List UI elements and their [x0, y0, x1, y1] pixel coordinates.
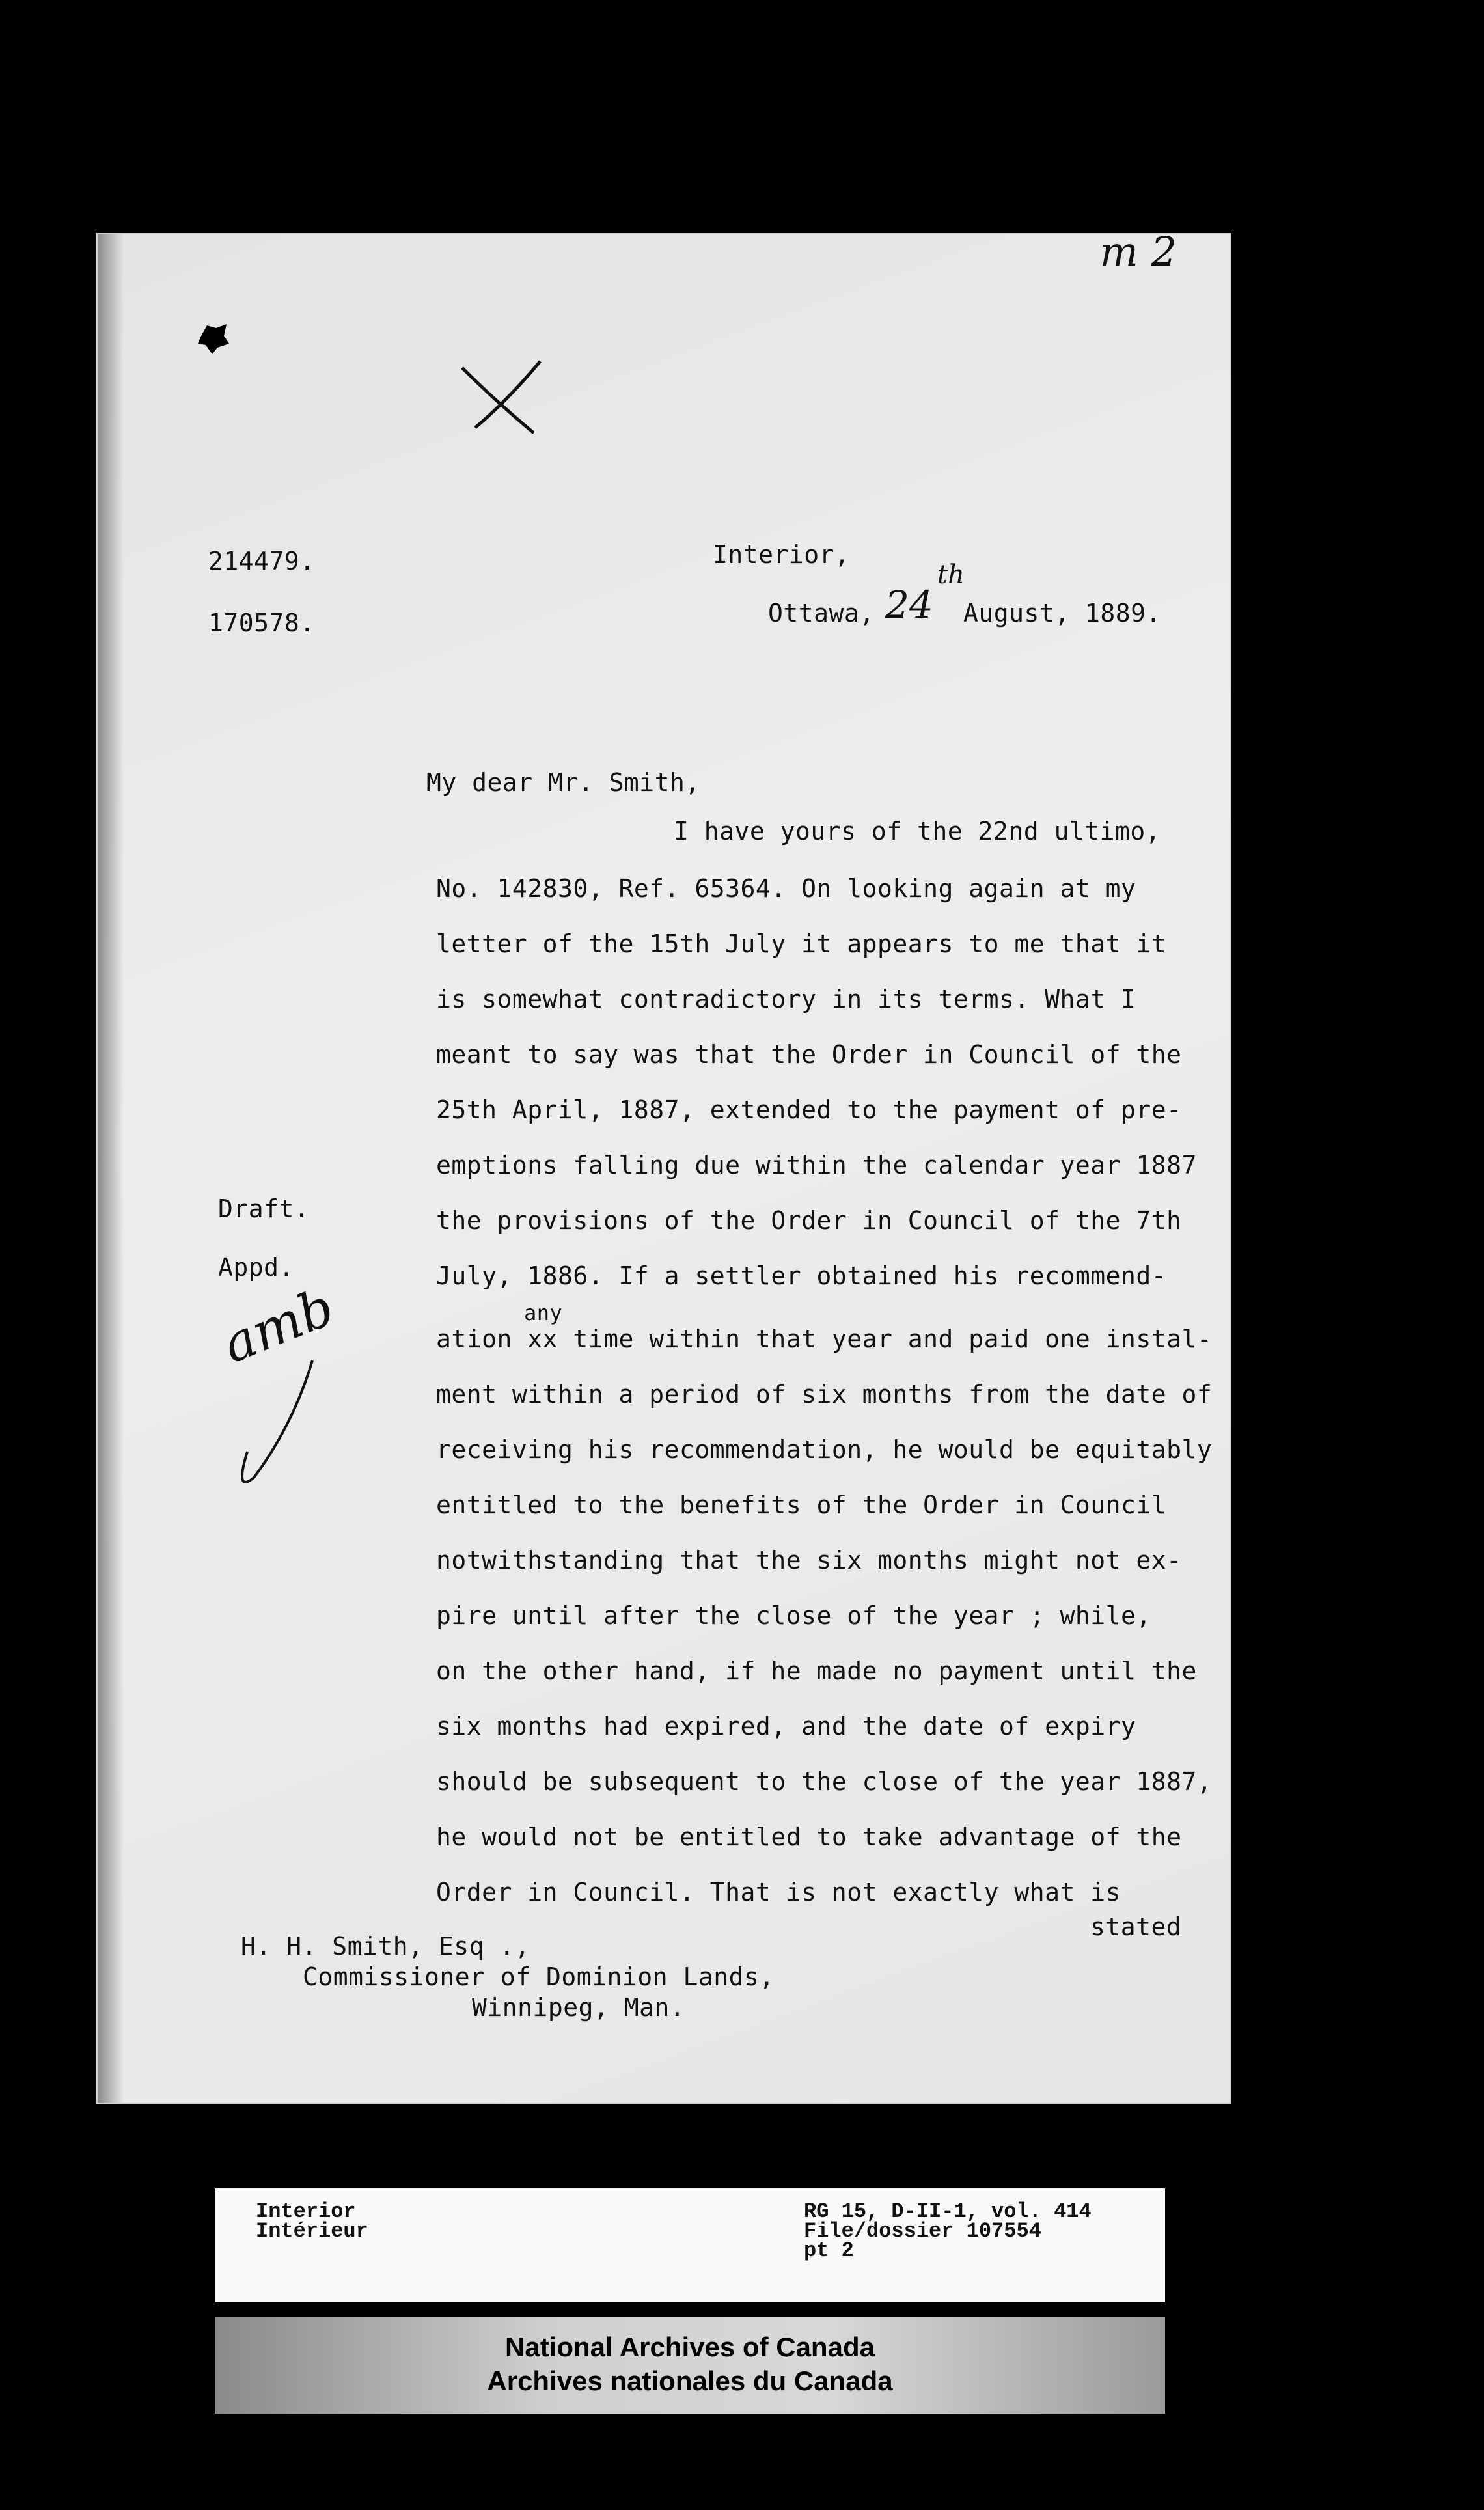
initials-flourish-icon	[228, 1354, 332, 1497]
date-month-year: August, 1889.	[963, 599, 1161, 628]
body-line: ment within a period of six months from the date of	[436, 1380, 1213, 1409]
body-line: I have yours of the 22nd ultimo,	[674, 817, 1161, 846]
body-line: entitled to the benefits of the Order in Council	[436, 1491, 1167, 1519]
punch-hole-icon	[194, 318, 233, 357]
label-reference-series: RG 15, D-II-1, vol. 414	[804, 2200, 1092, 2224]
place-line: Interior,	[713, 540, 850, 569]
addressee-line-1: H. H. Smith, Esq .,	[241, 1932, 530, 1961]
letter-page	[98, 228, 1230, 2103]
file-number-1: 214479.	[208, 547, 315, 575]
margin-note-appd: Appd.	[218, 1253, 294, 1282]
archive-banner	[215, 2317, 1165, 2414]
addressee-line-2: Commissioner of Dominion Lands,	[303, 1963, 775, 1991]
body-line: six months had expired, and the date of expiry	[436, 1712, 1136, 1741]
date-day-suffix: th	[937, 560, 965, 590]
body-line: should be subsequent to the close of the year 1887,	[436, 1767, 1213, 1796]
banner-title-fr: Archives nationales du Canada	[487, 2365, 893, 2396]
body-line: Order in Council. That is not exactly what is	[436, 1878, 1121, 1907]
archive-label	[215, 2188, 1165, 2302]
body-line: 25th April, 1887, extended to the payment of pre-	[436, 1096, 1182, 1124]
body-line: letter of the 15th July it appears to me that it	[436, 930, 1167, 958]
salutation: My dear Mr. Smith,	[426, 768, 700, 797]
label-reference-part: pt 2	[804, 2239, 854, 2263]
body-line: meant to say was that the Order in Council of the	[436, 1040, 1182, 1069]
label-department-en: Interior	[256, 2200, 356, 2224]
label-department-fr: Intérieur	[256, 2219, 368, 2243]
approval-initials: amb	[213, 1276, 342, 1375]
corner-annotation: m 2	[1100, 228, 1177, 275]
body-line: on the other hand, if he made no payment until the	[436, 1657, 1197, 1685]
body-line: is somewhat contradictory in its terms. What I	[436, 985, 1136, 1014]
body-line: the provisions of the Order in Council of the 7th	[436, 1206, 1182, 1235]
body-line: July, 1886. If a settler obtained his recommend-	[436, 1262, 1167, 1290]
date-day: 24	[885, 583, 933, 627]
page-edge-shadow	[98, 234, 124, 2103]
body-line: receiving his recommendation, he would be equitably	[436, 1435, 1213, 1464]
banner-title-en: National Archives of Canada	[505, 2332, 875, 2362]
body-line: pire until after the close of the year ; while,	[436, 1601, 1151, 1630]
cross-mark-icon	[456, 355, 547, 439]
catchword: stated	[1090, 1912, 1182, 1941]
addressee-line-3: Winnipeg, Man.	[472, 1993, 685, 2022]
label-reference-file: File/dossier 107554	[804, 2219, 1041, 2243]
date-city: Ottawa,	[768, 599, 875, 628]
body-line: No. 142830, Ref. 65364. On looking again at my	[436, 874, 1136, 903]
interlinear-insert: any	[524, 1301, 563, 1325]
margin-note-draft: Draft.	[218, 1194, 310, 1223]
body-line: he would not be entitled to take advantage of the	[436, 1823, 1182, 1851]
body-line: ation xx time within that year and paid one instal-	[436, 1325, 1213, 1353]
file-number-2: 170578.	[208, 609, 315, 637]
body-line: notwithstanding that the six months might not ex-	[436, 1546, 1182, 1575]
body-line: emptions falling due within the calendar year 1887	[436, 1151, 1197, 1179]
